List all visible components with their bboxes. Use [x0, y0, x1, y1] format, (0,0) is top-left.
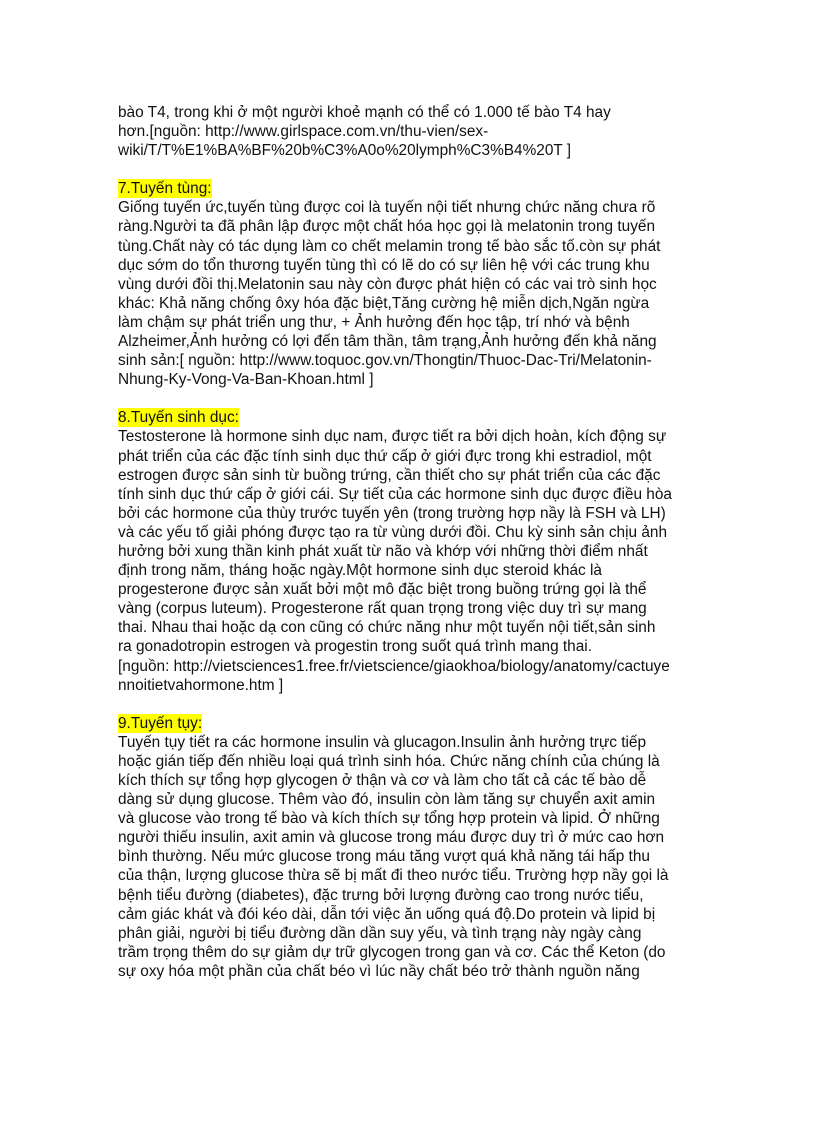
text-line: phân giải, người bị tiểu đường dần dần suy yếu, và tình trạng này ngày càng: [118, 924, 642, 942]
text-line: tính sinh dục thứ cấp ở giới cái. Sự tiết của các hormone sinh dục được điều hòa: [118, 485, 672, 503]
section-heading: 9.Tuyến tụy:: [118, 714, 203, 732]
text-line: Nhung-Ky-Vong-Va-Ban-Khoan.html ]: [118, 371, 374, 389]
text-line: tùng.Chất này có tác dụng làm co chết melamin trong tế bào sắc tố.còn sự phát: [118, 237, 661, 255]
text-line: dàng sử dụng glucose. Thêm vào đó, insulin còn làm tăng sự chuyển axit amin: [118, 791, 656, 809]
text-line: vùng dưới đồi thị.Melatonin sau này còn được phát hiện có các vai trò sinh học: [118, 275, 657, 293]
text-line: hoặc gián tiếp đến nhiều loại quá trình sinh hóa. Chức năng chính của chúng là: [118, 752, 660, 770]
text-line: Tuyến tụy tiết ra các hormone insulin và glucagon.Insulin ảnh hưởng trực tiếp: [118, 733, 647, 751]
text-line: sự oxy hóa một phần của chất béo vì lúc nầy chất béo trở thành nguồn năng: [118, 962, 640, 980]
intro-paragraph: [118, 103, 698, 160]
text-line: estrogen được sản sinh từ buồng trứng, cần thiết cho sự phát triển của các đặc: [118, 466, 661, 484]
text-line: cảm giác khát và đói kéo dài, dẫn tới việc ăn uống quá độ.Do protein và lipid bị: [118, 905, 656, 923]
paragraph-gap: [118, 389, 698, 408]
text-line: bởi các hormone của thùy trước tuyến yên (trong trường hợp nầy là FSH và LH): [118, 504, 666, 522]
text-line: kích thích sự tổng hợp glycogen ở thận và cơ và làm cho tất cả các tế bào dễ: [118, 772, 647, 789]
text-line: vàng (corpus luteum). Progesterone rất quan trọng trong việc duy trì sự mang: [118, 600, 647, 618]
text-line: Testosterone là hormone sinh dục nam, được tiết ra bởi dịch hoàn, kích động sự: [118, 428, 667, 446]
paragraph-gap: [118, 160, 698, 179]
text-line: sinh sản:[ nguồn: http://www.toquoc.gov.vn/Thongtin/Thuoc-Dac-Tri/Melatonin-: [118, 352, 652, 370]
text-line: và các yếu tố giải phóng được tạo ra từ vùng dưới đồi. Chu kỳ sinh sản chịu ảnh: [118, 523, 668, 541]
text-line: người thiếu insulin, axit amin và glucose trong máu được duy trì ở mức cao hơn: [118, 829, 665, 847]
section-gonads: [118, 408, 698, 694]
text-line: của thận, lượng glucose thừa sẽ bị mất đi theo nước tiểu. Trường hợp nầy gọi là: [118, 867, 669, 885]
text-line: và glucose vào trong tế bào và kích thích sự tổng hợp protein và lipid. Ở những: [118, 810, 660, 828]
text-line: bệnh tiểu đường (diabetes), đặc trưng bởi lượng đường cao trong nước tiểu,: [118, 886, 644, 904]
text-line: khác: Khả năng chống ôxy hóa đặc biệt,Tăng cường hệ miễn dịch,Ngăn ngừa: [118, 294, 650, 312]
section-heading: 8.Tuyến sinh dục:: [118, 409, 239, 427]
paragraph-gap: [118, 695, 698, 714]
text-line: bào T4, trong khi ở một người khoẻ mạnh có thể có 1.000 tế bào T4 hay: [118, 104, 611, 121]
text-line: trầm trọng thêm do sự giảm dự trữ glycogen trong gan và cơ. Các thể Keton (do: [118, 943, 666, 961]
text-line: làm chậm sự phát triển ung thư, + Ảnh hưởng đến học tập, trí nhớ và bệnh: [118, 313, 630, 331]
text-line: progesterone được sản xuất bởi một mô đặc biệt trong buồng trứng gọi là thể: [118, 581, 647, 599]
text-line: nnoitietvahormone.htm ]: [118, 676, 284, 694]
text-line: [nguồn: http://vietsciences1.free.fr/vietscience/giaokhoa/biology/anatomy/cactuye: [118, 657, 670, 675]
text-line: ràng.Người ta đã phân lập được một chất hóa học gọi là melatonin trong tuyến: [118, 218, 656, 236]
text-line: wiki/T/T%E1%BA%BF%20b%C3%A0o%20lymph%C3%B4%20T ]: [118, 142, 572, 160]
section-pineal: [118, 179, 698, 389]
text-line: Giống tuyến ức,tuyến tùng được coi là tuyến nội tiết nhưng chức năng chưa rõ: [118, 199, 656, 217]
text-line: dục sớm do tổn thương tuyến tùng thì có lẽ do có sự liên hệ với các trung khu: [118, 256, 650, 274]
text-line: định trong năm, tháng hoặc ngày.Một hormone sinh dục steroid khác là: [118, 562, 602, 580]
document-page: [118, 103, 698, 981]
text-line: Alzheimer,Ảnh hưởng có lợi đến tâm thần, tâm trạng,Ảnh hưởng đến khả năng: [118, 333, 657, 351]
text-line: hưởng bởi xung thần kinh phát xuất từ não và khớp với những thời điểm nhất: [118, 542, 648, 560]
text-line: phát triển của các đặc tính sinh dục thứ cấp ở giới đực trong khi estradiol, một: [118, 447, 652, 465]
text-line: ra gonadotropin estrogen và progestin trong suốt quá trình mang thai.: [118, 638, 592, 656]
text-line: hơn.[nguồn: http://www.girlspace.com.vn/thu-vien/sex-: [118, 123, 489, 141]
section-heading: 7.Tuyến tùng:: [118, 180, 212, 198]
text-line: bình thường. Nếu mức glucose trong máu tăng vượt quá khả năng tái hấp thu: [118, 848, 650, 866]
section-pancreas: [118, 714, 698, 981]
text-line: thai. Nhau thai hoặc dạ con cũng có chức năng như một tuyến nội tiết,sản sinh: [118, 619, 656, 637]
